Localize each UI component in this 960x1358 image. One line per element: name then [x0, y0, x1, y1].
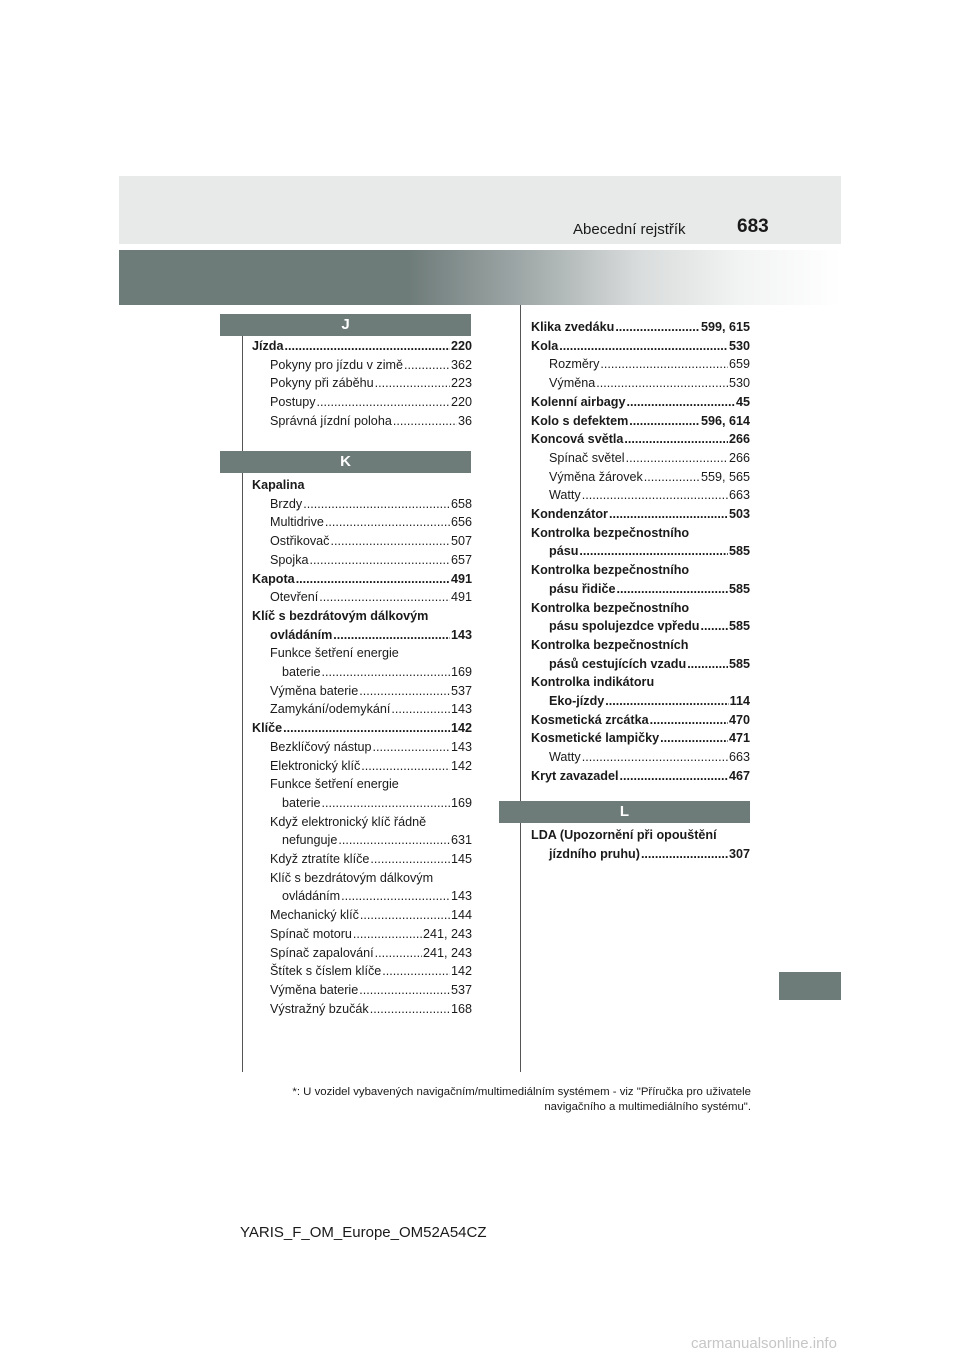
index-entry-term: Kryt zavazadel: [531, 768, 619, 783]
index-entry: [252, 981, 472, 1000]
index-entry-page: 656: [450, 515, 472, 530]
index-entry: [252, 700, 472, 719]
index-entry-term: Klíč s bezdrátovým dálkovým: [270, 870, 434, 885]
index-entry-term: Klika zvedáku: [531, 320, 615, 334]
watermark: carmanualsonline.info: [691, 1335, 837, 1352]
dot-leader: [650, 711, 728, 730]
page-number: 683: [737, 216, 769, 237]
index-entry-term: Kola: [531, 338, 559, 353]
index-entry: [252, 393, 472, 412]
dot-leader: [626, 393, 735, 412]
index-entry: [252, 906, 472, 925]
index-entry-page: 223: [450, 376, 472, 391]
index-entry-page: 169: [450, 665, 472, 680]
index-entry: [252, 551, 472, 570]
index-entry-page: 559, 565: [700, 469, 750, 484]
index-entry-page: 142: [450, 721, 472, 736]
dot-leader: [582, 486, 728, 505]
index-entry-term: LDA (Upozornění při opouštění: [531, 828, 717, 842]
dot-leader: [359, 682, 450, 701]
dot-leader: [338, 831, 450, 850]
index-entry: [531, 337, 750, 356]
index-entry-page: 45: [735, 394, 750, 409]
index-entry-term: Výměna baterie: [270, 683, 359, 698]
index-entry-page: 663: [728, 488, 750, 503]
index-entry-page: 36: [457, 413, 472, 428]
index-entry-page: 657: [450, 552, 472, 567]
index-entry: [252, 831, 472, 850]
index-column-l: [531, 826, 750, 863]
index-column-j: [252, 337, 472, 431]
index-entry-page: 596, 614: [700, 413, 750, 428]
index-entry-term: Pokyny pro jízdu v zimě: [270, 357, 403, 372]
footnote-line-1: *: U vozidel vybavených navigačním/multimediálním systémem - viz "Příručka pro uživatele: [292, 1086, 751, 1098]
index-entry-page: 144: [450, 908, 472, 923]
index-entry-page: 530: [728, 338, 750, 353]
index-entry-term: pásu: [549, 544, 579, 559]
index-entry-page: 471: [728, 731, 750, 746]
dot-leader: [317, 393, 450, 412]
index-entry-page: 142: [450, 964, 472, 979]
chapter-tab: [779, 972, 841, 1000]
section-letter-l: L: [499, 801, 750, 823]
index-entry: [531, 599, 750, 618]
index-entry: [252, 925, 472, 944]
index-entry: [531, 729, 750, 748]
dot-leader: [617, 580, 728, 599]
index-entry-page: 491: [450, 590, 472, 605]
index-entry-page: 503: [728, 507, 750, 522]
index-entry-page: 241, 243: [422, 926, 472, 941]
index-entry: [252, 944, 472, 963]
index-entry: [531, 355, 750, 374]
index-entry-term: Když elektronický klíč řádně: [270, 814, 427, 829]
dot-leader: [629, 412, 700, 431]
dot-leader: [375, 944, 422, 963]
index-entry: [252, 374, 472, 393]
dot-leader: [375, 374, 450, 393]
dot-leader: [360, 906, 450, 925]
index-entry-page: 145: [450, 852, 472, 867]
dot-leader: [382, 962, 450, 981]
index-entry-page: 491: [450, 571, 472, 586]
column-divider-left: [242, 335, 243, 1072]
index-entry: [252, 775, 472, 794]
index-entry-term: Elektronický klíč: [270, 758, 361, 773]
index-entry: [531, 449, 750, 468]
index-entry-page: 585: [728, 581, 750, 596]
index-entry-page: 220: [450, 395, 472, 410]
index-entry: [252, 644, 472, 663]
section-letter-k: K: [220, 451, 471, 473]
index-entry: [252, 626, 472, 645]
index-entry-term: Kontrolka bezpečnostních: [531, 637, 689, 652]
dot-leader: [391, 700, 450, 719]
page-title: Abecední rejstřík: [573, 221, 686, 238]
dot-leader: [700, 617, 728, 636]
index-entry: [531, 542, 750, 561]
dot-leader: [296, 570, 450, 589]
index-entry-page: 143: [450, 627, 472, 642]
index-entry-term: baterie: [282, 665, 321, 680]
footnote-line-2: navigačního a multimediálního systému".: [544, 1101, 751, 1113]
dot-leader: [325, 513, 450, 532]
dot-leader: [373, 738, 450, 757]
index-entry-term: Výstražný bzučák: [270, 1001, 369, 1016]
index-entry-term: Kontrolka bezpečnostního: [531, 563, 690, 578]
dot-leader: [322, 663, 450, 682]
index-entry: [531, 524, 750, 543]
dot-leader: [596, 374, 728, 393]
index-entry-term: Štítek s číslem klíče: [270, 964, 382, 979]
index-entry-term: jízdního pruhu): [549, 846, 640, 861]
index-entry-page: 362: [450, 357, 472, 372]
column-divider-right: [520, 305, 521, 1072]
index-column-k-right: [531, 318, 750, 786]
index-entry: [252, 682, 472, 701]
index-entry: [252, 962, 472, 981]
index-entry: [531, 767, 750, 786]
index-entry-term: Kosmetické lampičky: [531, 731, 660, 746]
dot-leader: [333, 626, 450, 645]
dot-leader: [626, 449, 728, 468]
index-entry-term: Koncová světla: [531, 432, 624, 447]
index-entry-term: Postupy: [270, 395, 316, 410]
index-entry-term: Funkce šetření energie: [270, 777, 399, 792]
index-entry: [531, 673, 750, 692]
dot-leader: [322, 794, 450, 813]
dot-leader: [624, 430, 728, 449]
index-entry-page: 169: [450, 795, 472, 810]
index-entry-page: 663: [728, 750, 750, 765]
index-entry-term: Kontrolka bezpečnostního: [531, 600, 690, 615]
dot-leader: [319, 588, 450, 607]
index-entry-term: Mechanický klíč: [270, 908, 359, 923]
header-bar: [119, 176, 841, 244]
index-entry: [531, 826, 750, 845]
index-entry: [531, 748, 750, 767]
index-entry-page: 585: [728, 656, 750, 671]
index-entry-page: 537: [450, 683, 472, 698]
dot-leader: [285, 337, 450, 356]
index-entry-page: 168: [450, 1001, 472, 1016]
index-entry-page: 241, 243: [422, 945, 472, 960]
dot-leader: [404, 356, 450, 375]
index-entry-term: Otevření: [270, 590, 319, 605]
index-entry: [531, 430, 750, 449]
index-entry-term: pásu řidiče: [549, 581, 616, 596]
index-entry-term: Bezklíčový nástup: [270, 739, 372, 754]
index-entry: [531, 374, 750, 393]
index-entry-term: Kolo s defektem: [531, 413, 629, 428]
index-entry-page: 142: [450, 758, 472, 773]
index-entry-page: 266: [728, 450, 750, 465]
dot-leader: [644, 468, 700, 487]
index-entry-term: Kontrolka bezpečnostního: [531, 525, 690, 540]
index-entry-page: 143: [450, 739, 472, 754]
index-entry-term: Spojka: [270, 552, 309, 567]
index-entry: [252, 337, 472, 356]
index-entry: [531, 636, 750, 655]
index-entry: [531, 412, 750, 431]
index-entry: [252, 850, 472, 869]
index-entry-page: 470: [728, 712, 750, 727]
dot-leader: [605, 692, 728, 711]
decorative-band: [119, 250, 841, 305]
index-entry-term: Kontrolka indikátoru: [531, 675, 655, 690]
index-entry-term: Rozměry: [549, 357, 600, 372]
index-entry-page: 599, 615: [700, 320, 750, 334]
index-entry-page: 114: [729, 694, 750, 709]
index-entry: [252, 738, 472, 757]
index-entry-page: 585: [728, 619, 750, 634]
index-entry-page: 143: [450, 702, 472, 717]
dot-leader: [341, 887, 450, 906]
index-entry: [252, 794, 472, 813]
index-entry: [531, 318, 750, 337]
dot-leader: [370, 1000, 450, 1019]
index-entry-term: Kapalina: [252, 478, 305, 492]
index-entry: [531, 468, 750, 487]
index-entry: [531, 580, 750, 599]
index-entry: [252, 719, 472, 738]
index-entry-term: Ostřikovač: [270, 534, 330, 549]
dot-leader: [361, 757, 450, 776]
index-entry-term: Watty: [549, 488, 581, 503]
index-entry-term: Klíč s bezdrátovým dálkovým: [252, 608, 429, 623]
index-entry-term: Eko-jízdy: [549, 694, 605, 709]
index-entry-term: Kondenzátor: [531, 507, 608, 522]
footnote: [220, 1085, 751, 1115]
index-entry: [252, 412, 472, 431]
index-entry-term: Jízda: [252, 339, 284, 353]
index-entry-page: 467: [728, 768, 750, 783]
dot-leader: [582, 748, 728, 767]
index-entry-term: Spínač motoru: [270, 926, 352, 941]
index-entry-term: ovládáním: [282, 889, 341, 904]
dot-leader: [615, 318, 700, 337]
index-entry: [531, 561, 750, 580]
index-entry-page: 507: [450, 534, 472, 549]
index-entry: [252, 570, 472, 589]
index-entry-term: Brzdy: [270, 496, 303, 511]
dot-leader: [393, 412, 457, 431]
index-entry: [531, 711, 750, 730]
section-letter-j: J: [220, 314, 471, 336]
index-entry-page: 307: [728, 846, 750, 861]
index-entry-term: Kosmetická zrcátka: [531, 712, 649, 727]
index-entry: [252, 356, 472, 375]
index-entry-term: Kolenní airbagy: [531, 394, 626, 409]
index-entry: [252, 495, 472, 514]
dot-leader: [579, 542, 728, 561]
dot-leader: [609, 505, 728, 524]
index-entry: [252, 607, 472, 626]
dot-leader: [370, 850, 450, 869]
index-entry-term: Pokyny při záběhu: [270, 376, 374, 391]
index-entry: [252, 476, 472, 495]
dot-leader: [283, 719, 450, 738]
index-entry-term: baterie: [282, 795, 321, 810]
index-entry: [531, 845, 750, 864]
index-entry: [252, 887, 472, 906]
index-entry-term: Zamykání/odemykání: [270, 702, 391, 717]
index-entry: [252, 588, 472, 607]
index-entry: [252, 513, 472, 532]
index-entry-term: pásu spolujezdce vpředu: [549, 619, 700, 634]
index-entry: [531, 692, 750, 711]
index-entry-page: 659: [728, 357, 750, 372]
index-entry: [252, 663, 472, 682]
index-entry: [252, 1000, 472, 1019]
index-entry-term: nefunguje: [282, 833, 338, 848]
dot-leader: [620, 767, 728, 786]
index-entry-term: Funkce šetření energie: [270, 646, 399, 661]
index-entry: [531, 505, 750, 524]
dot-leader: [353, 925, 422, 944]
index-entry-term: Spínač světel: [549, 450, 625, 465]
index-entry-term: Výměna: [549, 376, 596, 391]
dot-leader: [303, 495, 450, 514]
index-entry-term: Když ztratíte klíče: [270, 852, 370, 867]
index-entry-term: Kapota: [252, 571, 295, 586]
index-entry-term: Správná jízdní poloha: [270, 413, 392, 428]
index-entry-term: pásů cestujících vzadu: [549, 656, 687, 671]
index-entry: [252, 813, 472, 832]
index-entry-term: Multidrive: [270, 515, 324, 530]
index-entry-page: 658: [450, 496, 472, 511]
dot-leader: [310, 551, 450, 570]
dot-leader: [559, 337, 728, 356]
index-entry: [531, 655, 750, 674]
dot-leader: [359, 981, 450, 1000]
index-entry-term: Klíče: [252, 721, 283, 736]
index-entry-page: 266: [728, 432, 750, 447]
index-entry-term: Výměna žárovek: [549, 469, 643, 484]
index-entry-term: Watty: [549, 750, 581, 765]
index-entry-term: Výměna baterie: [270, 982, 359, 997]
index-entry-page: 143: [450, 889, 472, 904]
index-entry-page: 530: [728, 376, 750, 391]
index-entry-page: 537: [450, 982, 472, 997]
index-entry: [531, 617, 750, 636]
index-column-k-left: [252, 476, 472, 1018]
index-entry-page: 631: [450, 833, 472, 848]
index-entry: [531, 393, 750, 412]
index-entry: [252, 532, 472, 551]
dot-leader: [687, 655, 728, 674]
index-entry-term: Spínač zapalování: [270, 945, 374, 960]
dot-leader: [330, 532, 450, 551]
dot-leader: [600, 355, 728, 374]
index-entry: [252, 869, 472, 888]
dot-leader: [660, 729, 728, 748]
index-entry-page: 220: [450, 339, 472, 353]
dot-leader: [641, 845, 728, 864]
index-entry: [531, 486, 750, 505]
index-entry: [252, 757, 472, 776]
document-id: YARIS_F_OM_Europe_OM52A54CZ: [240, 1224, 487, 1241]
index-entry-term: ovládáním: [270, 627, 333, 642]
index-entry-page: 585: [728, 544, 750, 559]
